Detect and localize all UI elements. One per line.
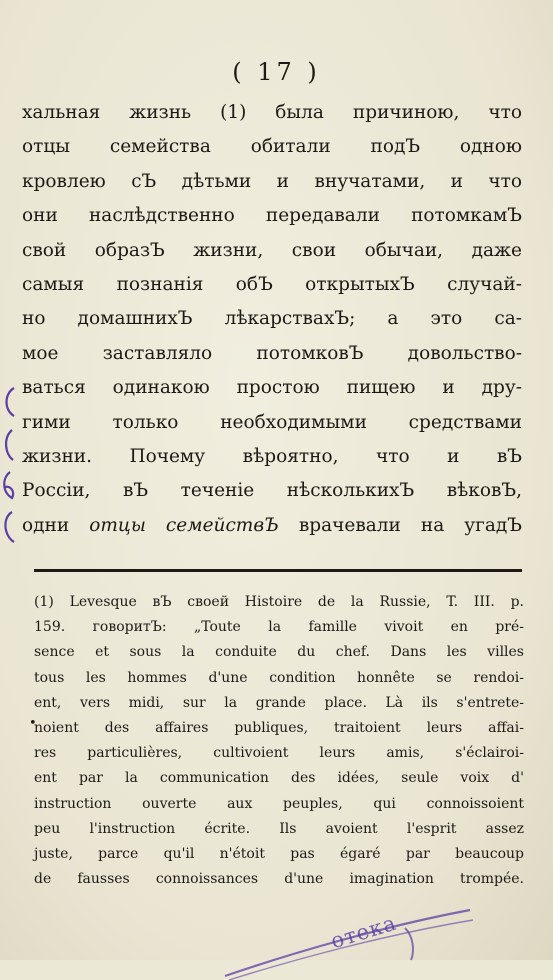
footnote-line: instruction ouverte aux peuples, qui connoissoient — [34, 795, 524, 812]
footnote — [34, 590, 524, 892]
text-line: хальная жизнь (1) была причиною, что — [22, 102, 522, 123]
text-line: кровлею сЪ дѣтьми и внучатами, и что — [22, 170, 522, 192]
text-run: врачевали на угадЪ — [278, 514, 522, 536]
text-line: они наслѣдственно передавали потомкамЪ — [22, 205, 522, 227]
text-line: жизни. Почему вѣроятно, что и вЪ — [22, 446, 522, 468]
text-line: самыя познанія обЪ открытыхЪ случай- — [22, 274, 522, 296]
footnote-line: sence et sous la conduite du chef. Dans les villes — [34, 644, 524, 661]
text-line: свой образЪ жизни, свои обычаи, даже — [22, 239, 522, 261]
footnote-line: ent, vers midi, sur la grande place. Là ils s'entrete- — [34, 694, 524, 711]
footnote-line: (1) Levesque вЪ своей Histoire de la Russie, T. III. p. — [34, 594, 524, 610]
text-line: гими только необходимыми средствами — [22, 411, 522, 433]
margin-pencil-marks — [0, 380, 20, 550]
footnote-line: 159. говоритЪ: „Toute la famille vivoit en pré- — [34, 619, 524, 636]
text-line: но домашнихЪ лѣкарствахЪ; а это са- — [22, 308, 522, 330]
footnote-line: de fausses connoissances d'une imagination trompée. — [34, 871, 524, 888]
text-line: отцы семейства обитали подЪ одною — [22, 136, 522, 158]
italic-phrase: отцы семействЪ — [89, 514, 279, 536]
stamp-label: отека — [327, 910, 400, 954]
footnote-divider — [34, 569, 522, 572]
text-line: Россіи, вЪ теченіе нѣсколькихЪ вѣковЪ, — [22, 480, 522, 502]
text-run: одни — [22, 514, 90, 536]
main-text — [22, 96, 522, 543]
footnote-line: ent par la communication des idées, seule voix d' — [34, 770, 524, 787]
page-number: ( 17 ) — [232, 58, 321, 86]
text-line: мое заставляло потомковЪ довольство- — [22, 342, 522, 364]
footnote-line: juste, parce qu'il n'étoit pas égaré par beaucoup — [34, 846, 524, 863]
margin-dot: • — [29, 716, 37, 731]
footnote-line: peu l'instruction écrite. Ils avoient l'esprit assez — [34, 820, 524, 837]
footnote-line: tous les hommes d'une condition honnête se rendoi- — [34, 669, 524, 686]
footnote-line: res particulières, cultivoient leurs amis, s'éclairoi- — [34, 745, 524, 762]
text-line-last — [22, 509, 522, 543]
text-line: ваться одинакою простою пищею и дру- — [22, 377, 522, 399]
footnote-line: noient des affaires publiques, traitoient leurs affai- — [34, 720, 524, 737]
